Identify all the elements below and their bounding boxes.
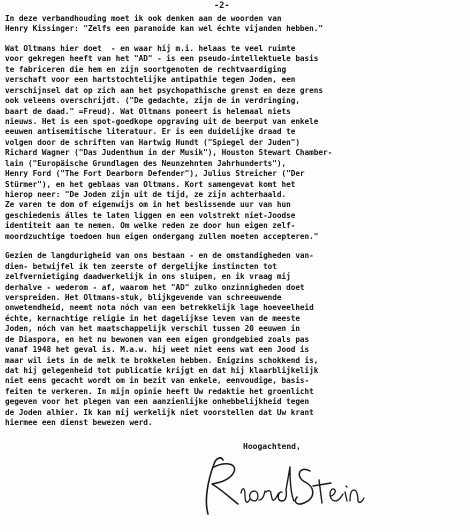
handwritten-signature (198, 452, 368, 526)
text-line: Joden, nóch van het maatschappelijk verschil tussen 20 eeuwen in (5, 324, 300, 334)
text-line: de Diaspora, en het nu bewonen van een eigen grondgebied zoals pas (5, 334, 310, 344)
text-line: geschiedenis álles te laten liggen en een volstrekt niet-Joodse (5, 210, 296, 220)
letter-body (5, 14, 467, 438)
text-line: verschijnsel dat op zich aan het psychopathische grenst en deze grens (5, 85, 323, 95)
text-line: Henry Ford ("The Fort Dearborn Defender"), Julius Streicher ("Der (5, 169, 305, 179)
text-line: Stürmer"), en het geblaas van Oltmans. Kort samengevat komt het (5, 179, 296, 189)
text-line: dien- betwijfel ik ten zeerste of dergelijke instincten tot (5, 261, 277, 271)
text-line: eeuwen antisemitische literatuur. Er is een duidelijke draad te (5, 127, 296, 137)
text-line: verschaft voor een hartstochtelijke antipathie tegen Joden, een (5, 75, 296, 85)
text-line: dat hij gelegenheid tot publicatie krijgt en dat hij klaarblijkelijk (5, 366, 319, 375)
closing-salutation: Hoogachtend, (243, 442, 301, 451)
paragraph-1 (5, 14, 467, 35)
text-line: identiteit aan te nemen. Om welke reden ze door hun eigen zelf- (5, 221, 296, 231)
page-number: -2- (214, 1, 230, 11)
text-line: vanaf 1948 het geval is. M.a.w. hij weet niet eens wat een Jood is (5, 345, 310, 355)
paragraph-3 (5, 251, 467, 428)
text-line: zelfvernietiging daadwerkelijk in ons sluipen, en ik vraag mij (5, 272, 291, 282)
paragraph-2 (5, 44, 467, 242)
text-line: de Joden alhier. Ik kan mij werkelijk niet voorstellen dat Uw krant (5, 407, 314, 417)
text-line: Gezien de langdurigheid van ons bestaan - en de omstandigheden van- (5, 251, 314, 261)
text-line: feiten te verkeren. In mijn opinie heeft Uw redaktie het groenlicht (5, 386, 314, 396)
text-line: gegeven voor het plegen van een aanzienlijke onhebbelijkheid tegen (5, 397, 310, 407)
text-line: onwetendheid, neemt nota nóch van een betrekkelijk lage hoeveelheid (5, 303, 314, 313)
text-line: Ze varen te dom of eigenwijs om in het beslissende uur van hun (5, 200, 291, 210)
text-line: ook veleens overschrijdt. ("De gedachte, zijn de in verdringing, (5, 96, 300, 106)
text-line: niet eens gecacht wordt om in bezit van enkele, eenvoudige, basis- (5, 376, 310, 386)
text-line: baart de daad." =Freud). Wat Oltmans poneert is helemaal niets (5, 106, 291, 116)
text-line: moordzuchtige toedoen hun eigen ondergang zullen moeten accepteren." (5, 231, 319, 241)
text-line: hierop neer: "De Joden zijn uit de tijd, ze zijn achterhaald. (5, 190, 287, 199)
text-line: voor gekregen heeft van het "AD" - is een pseudo-intellektuele basis (5, 54, 319, 64)
text-line: In deze verbandhouding moet ik ook denken aan de woorden van (5, 14, 282, 23)
text-line: échte, kernachtige religie in het dagelijkse leven van de meeste (5, 313, 300, 323)
text-line: Henry Kissinger: "Zelfs een paranoide kan wel échte vijanden hebben." (5, 24, 323, 34)
text-line: Wat Oltmans hier doet - en waar hij m.i. helaas te veel ruimte (5, 43, 296, 53)
text-line: Richard Wagner ("Das Judenthum in der Musik"), Houston Stewart Chamber- (5, 148, 333, 158)
text-line: derhalve - wederom - af, waarom het "AD" zulko onzinnigheden doet (5, 282, 305, 292)
text-line: nieuws. Het is een spot-goedkope opgraving uit de beerput van enkele (5, 116, 319, 126)
text-line: te fabriceren die hem en zijn soortgenoten de rechtvaardiging (5, 64, 287, 74)
text-line: maar wil iets in de melk te brokkelen hebben. Enigzins schokkend is, (5, 355, 319, 365)
text-line: verspreiden. Het Oltmans-stuk, blijkgevende van schreeuwende (5, 292, 282, 302)
signature-strokes (206, 458, 364, 514)
text-line: hiermee een dienst bewezen werd. (5, 418, 153, 428)
text-line: volgen door de schriften van Hartwig Hundt ("Spiegel der Juden") (5, 137, 300, 147)
text-line: lain ("Europäische Grundlagen des Neunzehnten Jahrhunderts"), (5, 158, 287, 168)
